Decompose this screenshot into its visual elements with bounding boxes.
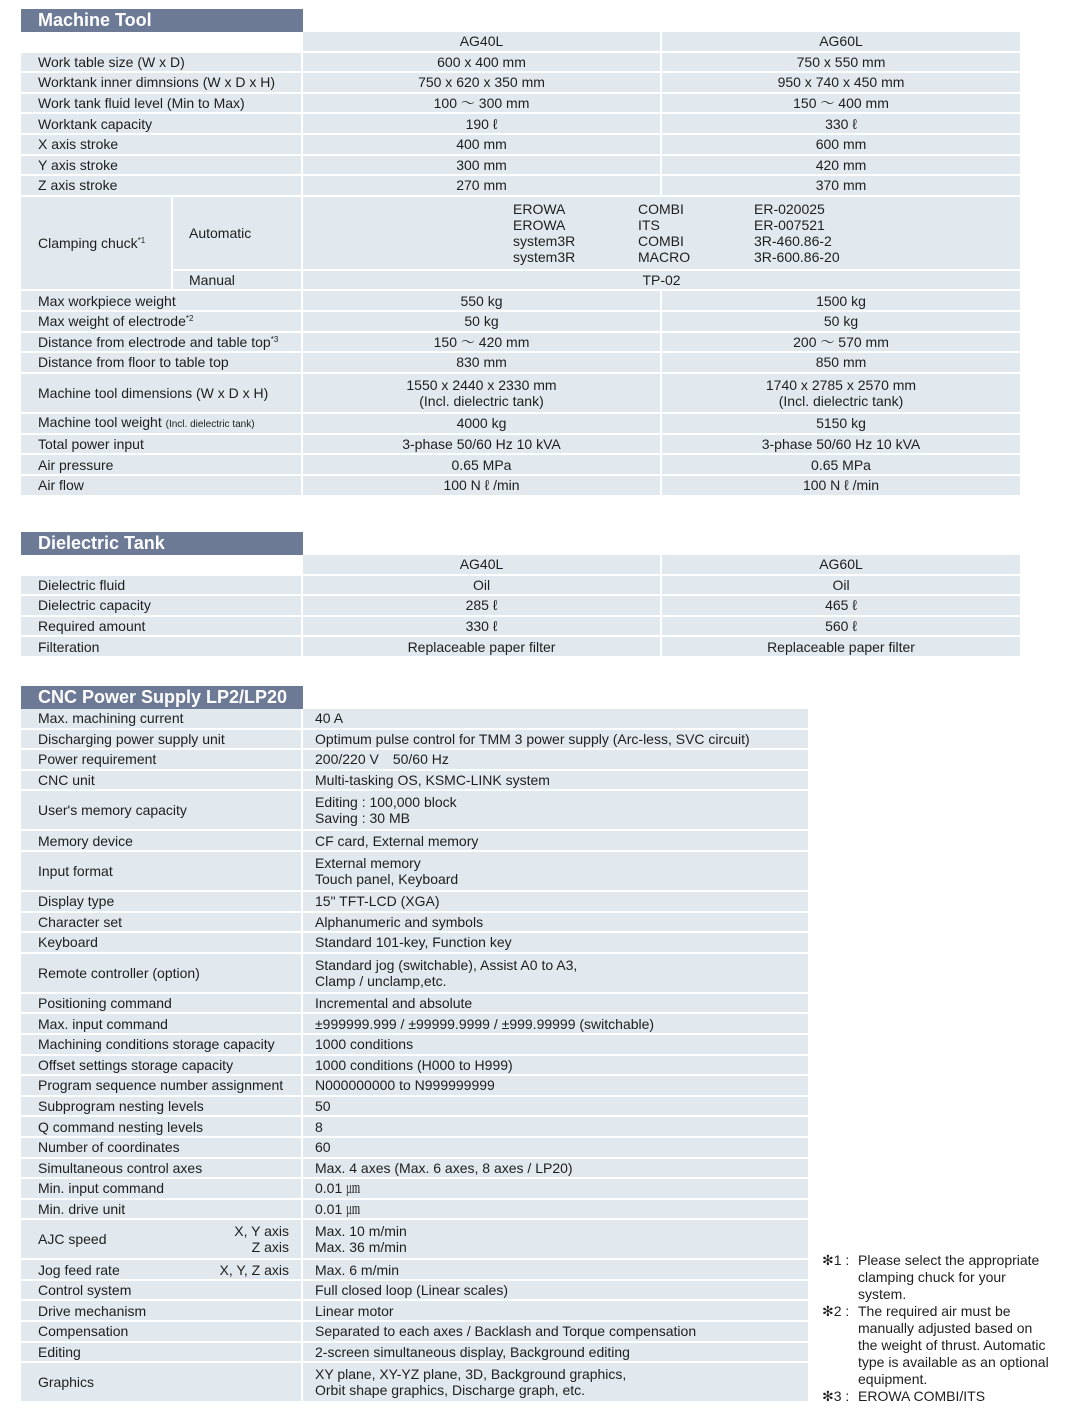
table-row — [21, 1343, 810, 1364]
note-text: EROWA COMBI/ITS — [858, 1388, 986, 1404]
value-cell: 0.01 ㎛ — [303, 1200, 810, 1221]
chuck-code: ER-020025 — [754, 200, 825, 217]
section-title: Machine Tool — [21, 9, 303, 32]
table-row — [21, 1159, 810, 1180]
value-cell: 4000 kg — [303, 414, 662, 435]
value-cell: 200/220 V 50/60 Hz — [303, 750, 810, 771]
row-label: Program sequence number assignment — [21, 1076, 303, 1097]
table-row — [21, 994, 810, 1015]
value-cell: 150 ～ 420 mm — [303, 333, 662, 354]
table-row — [21, 771, 810, 792]
footnote-mark: *3 — [270, 334, 279, 344]
note-line: clamping chuck for your — [858, 1269, 1006, 1285]
value-cell: CF card, External memory — [303, 831, 810, 852]
value-cell: 330 ℓ — [303, 617, 662, 638]
label-text: Max weight of electrode — [38, 313, 186, 330]
row-label: Control system — [21, 1281, 303, 1302]
chuck-code: ER-007521 — [754, 216, 825, 233]
row-label: Machining conditions storage capacity — [21, 1035, 303, 1056]
table-row — [21, 135, 1022, 156]
row-label: Max. machining current — [21, 709, 303, 730]
value-cell: 950 x 740 x 450 mm — [662, 73, 1022, 94]
row-label: Worktank inner dimnsions (W x D x H) — [21, 73, 303, 94]
chuck-brand: system3R — [513, 232, 576, 249]
value-line: Editing : 100,000 block — [315, 794, 457, 811]
value-cell: 850 mm — [662, 353, 1022, 374]
table-row — [21, 730, 810, 751]
table-row — [21, 1076, 810, 1097]
cnc-table — [21, 709, 810, 1403]
note-line: manually adjusted based on — [858, 1320, 1033, 1336]
value-line: (Incl. dielectric tank) — [778, 392, 904, 409]
value-cell: 750 x 550 mm — [662, 53, 1022, 74]
chuck-system: ITS — [638, 216, 660, 233]
value-cell: 50 kg — [303, 312, 662, 333]
value-line: 1740 x 2785 x 2570 mm — [765, 376, 917, 393]
row-label — [21, 197, 173, 292]
axis-list — [234, 1223, 289, 1255]
value-cell: ±999999.999 / ±99999.9999 / ±999.99999 (switchable) — [303, 1014, 810, 1035]
table-row — [21, 476, 1022, 497]
row-label: Offset settings storage capacity — [21, 1056, 303, 1077]
table-row — [21, 709, 810, 730]
table-row — [21, 114, 1022, 135]
row-label: Z axis stroke — [21, 176, 303, 197]
value-cell: 8 — [303, 1117, 810, 1138]
value-cell: 0.65 MPa — [303, 455, 662, 476]
table-row — [21, 576, 1022, 597]
table-row — [21, 197, 1022, 271]
manual-chuck-value: TP-02 — [303, 271, 1022, 292]
dielectric-tank-table — [21, 555, 1022, 658]
table-row — [21, 455, 1022, 476]
row-label: Simultaneous control axes — [21, 1159, 303, 1180]
row-label: Remote controller (option) — [21, 954, 303, 994]
model-header: AG40L — [303, 32, 662, 53]
value-cell: 750 x 620 x 350 mm — [303, 73, 662, 94]
value-cell: 560 ℓ — [662, 617, 1022, 638]
note-line: type is available as an optional — [858, 1354, 1049, 1370]
value-cell: 830 mm — [303, 353, 662, 374]
row-label: Discharging power supply unit — [21, 730, 303, 751]
row-label: Subprogram nesting levels — [21, 1097, 303, 1118]
row-label: Editing — [21, 1343, 303, 1364]
value-cell: 200 ～ 570 mm — [662, 333, 1022, 354]
value-cell: 150 ～ 400 mm — [662, 94, 1022, 115]
note-mark: ✻3 : — [822, 1388, 850, 1404]
value-line: Clamp / unclamp,etc. — [315, 972, 447, 989]
table-row — [21, 414, 1022, 435]
row-label: User's memory capacity — [21, 791, 303, 831]
row-label: Min. drive unit — [21, 1200, 303, 1221]
chuck-brand: EROWA — [513, 200, 566, 217]
value-line: XY plane, XY-YZ plane, 3D, Background graphics, — [315, 1366, 627, 1383]
value-cell: 50 — [303, 1097, 810, 1118]
value-line: 1550 x 2440 x 2330 mm — [406, 376, 557, 393]
row-label: Graphics — [21, 1363, 303, 1403]
value-cell: Alphanumeric and symbols — [303, 913, 810, 934]
footnotes — [822, 1252, 1067, 1405]
row-label: Y axis stroke — [21, 156, 303, 177]
header-blank — [21, 555, 303, 576]
table-row — [21, 1200, 810, 1221]
axis-text: Z axis — [251, 1239, 289, 1256]
value-cell: 1000 conditions (H000 to H999) — [303, 1056, 810, 1077]
chuck-code: 3R-460.86-2 — [754, 232, 832, 249]
row-label — [21, 312, 303, 333]
note-text: The required air must be — [858, 1303, 1011, 1319]
header-blank — [21, 32, 303, 53]
automatic-chuck-cell — [303, 197, 1022, 271]
value-cell: N000000000 to N999999999 — [303, 1076, 810, 1097]
value-cell: 40 A — [303, 709, 810, 730]
table-row — [21, 53, 1022, 74]
value-cell: 2-screen simultaneous display, Background editing — [303, 1343, 810, 1364]
value-cell: Incremental and absolute — [303, 994, 810, 1015]
row-label: Work tank fluid level (Min to Max) — [21, 94, 303, 115]
value-cell: 550 kg — [303, 291, 662, 312]
machine-tool-rows-bottom — [21, 435, 1022, 497]
label-text: Distance from electrode and table top — [38, 333, 271, 350]
row-label: Max. input command — [21, 1014, 303, 1035]
jog-label-wrap — [38, 1262, 301, 1278]
table-row — [21, 1179, 810, 1200]
value-cell: Replaceable paper filter — [662, 637, 1022, 658]
row-label: Memory device — [21, 831, 303, 852]
value-cell: Replaceable paper filter — [303, 637, 662, 658]
table-row — [21, 1014, 810, 1035]
row-label: Air flow — [21, 476, 303, 497]
model-header: AG60L — [662, 555, 1022, 576]
table-row — [21, 312, 1022, 333]
value-cell: 100 ～ 300 mm — [303, 94, 662, 115]
chuck-system: COMBI — [638, 200, 684, 217]
row-label — [21, 333, 303, 354]
chuck-brand: system3R — [513, 248, 576, 265]
row-label — [21, 1220, 303, 1260]
value-cell: 3-phase 50/60 Hz 10 kVA — [662, 435, 1022, 456]
value-cell: 50 kg — [662, 312, 1022, 333]
note-line: system. — [858, 1286, 907, 1302]
row-label: Total power input — [21, 435, 303, 456]
value-cell: Oil — [303, 576, 662, 597]
note-row — [822, 1252, 1067, 1269]
value-cell — [303, 374, 662, 414]
note-line: the weight of thrust. Automatic — [858, 1337, 1046, 1353]
row-label: Required amount — [21, 617, 303, 638]
row-label: Worktank capacity — [21, 114, 303, 135]
value-cell — [662, 374, 1022, 414]
row-label: Display type — [21, 892, 303, 913]
value-cell: 0.65 MPa — [662, 455, 1022, 476]
value-cell: 5150 kg — [662, 414, 1022, 435]
section-title: Dielectric Tank — [21, 532, 303, 555]
row-label: Keyboard — [21, 933, 303, 954]
table-row — [21, 1281, 810, 1302]
table-row — [21, 291, 1022, 312]
value-cell: Standard 101-key, Function key — [303, 933, 810, 954]
table-row — [21, 954, 810, 994]
row-label: Dielectric fluid — [21, 576, 303, 597]
value-cell: Optimum pulse control for TMM 3 power supply (Arc-less, SVC circuit) — [303, 730, 810, 751]
value-cell: 270 mm — [303, 176, 662, 197]
value-cell: 100 N ℓ /min — [303, 476, 662, 497]
row-label: CNC unit — [21, 771, 303, 792]
value-cell — [303, 1363, 810, 1403]
table-row — [21, 1363, 810, 1403]
value-cell: 100 N ℓ /min — [662, 476, 1022, 497]
table-row — [21, 852, 810, 892]
row-label: Compensation — [21, 1322, 303, 1343]
cnc-section — [21, 686, 810, 1403]
value-cell: 3-phase 50/60 Hz 10 kVA — [303, 435, 662, 456]
footnote-mark: *1 — [137, 236, 146, 246]
value-cell: 465 ℓ — [662, 596, 1022, 617]
label-text: AJC speed — [38, 1231, 107, 1248]
section-title: CNC Power Supply LP2/LP20 — [21, 686, 303, 709]
sub-label: Automatic — [173, 197, 303, 271]
machine-tool-rows-top — [21, 53, 1022, 197]
chuck-code: 3R-600.86-20 — [754, 248, 840, 265]
row-label — [21, 1260, 303, 1281]
value-cell: 370 mm — [662, 176, 1022, 197]
row-label: Number of coordinates — [21, 1138, 303, 1159]
value-cell: 420 mm — [662, 156, 1022, 177]
note-line: equipment. — [858, 1371, 928, 1387]
ajc-label-wrap — [38, 1223, 301, 1255]
value-cell — [303, 954, 810, 994]
row-label: Distance from floor to table top — [21, 353, 303, 374]
row-label: Input format — [21, 852, 303, 892]
table-row — [21, 94, 1022, 115]
table-row — [21, 831, 810, 852]
value-cell: 600 mm — [662, 135, 1022, 156]
table-row — [21, 353, 1022, 374]
table-row — [21, 750, 810, 771]
value-line: External memory — [315, 854, 421, 871]
note-mark: ✻1 : — [822, 1252, 850, 1268]
value-cell — [303, 791, 810, 831]
row-label: Max workpiece weight — [21, 291, 303, 312]
value-cell — [303, 1220, 810, 1260]
table-row — [21, 374, 1022, 414]
row-label: Drive mechanism — [21, 1301, 303, 1322]
row-label: Min. input command — [21, 1179, 303, 1200]
value-cell: Max. 6 m/min — [303, 1260, 810, 1281]
value-cell: Oil — [662, 576, 1022, 597]
value-cell: Full closed loop (Linear scales) — [303, 1281, 810, 1302]
value-cell: Separated to each axes / Backlash and Torque compensation — [303, 1322, 810, 1343]
row-label: Q command nesting levels — [21, 1117, 303, 1138]
value-cell: Linear motor — [303, 1301, 810, 1322]
cnc-rows — [21, 709, 810, 791]
value-line: Max. 10 m/min — [315, 1223, 407, 1240]
cnc-rows — [21, 892, 810, 954]
row-label: Machine tool dimensions (W x D x H) — [21, 374, 303, 414]
row-label: Work table size (W x D) — [21, 53, 303, 74]
label-small-text: (Incl. dielectric tank) — [165, 418, 255, 430]
dielectric-rows — [21, 576, 1022, 658]
value-cell: 0.01 ㎛ — [303, 1179, 810, 1200]
table-row — [21, 933, 810, 954]
footnote-mark: *2 — [185, 314, 194, 324]
table-row — [21, 1220, 810, 1260]
chuck-grid — [513, 201, 1020, 265]
row-label: Power requirement — [21, 750, 303, 771]
axis-text: X, Y axis — [234, 1223, 289, 1240]
value-cell: 600 x 400 mm — [303, 53, 662, 74]
table-row — [21, 1260, 810, 1281]
dielectric-tank-section — [21, 532, 1022, 658]
value-line: Max. 36 m/min — [315, 1239, 407, 1256]
value-cell: 15" TFT-LCD (XGA) — [303, 892, 810, 913]
table-row — [21, 435, 1022, 456]
table-row — [21, 791, 810, 831]
header-row — [21, 32, 1022, 53]
chuck-system: COMBI — [638, 232, 684, 249]
chuck-brand: EROWA — [513, 216, 566, 233]
table-row — [21, 1301, 810, 1322]
table-row — [21, 1117, 810, 1138]
axis-text: X, Y, Z axis — [219, 1261, 289, 1278]
table-row — [21, 892, 810, 913]
table-row — [21, 617, 1022, 638]
note-row — [822, 1388, 1067, 1405]
table-row — [21, 1138, 810, 1159]
value-line: Standard jog (switchable), Assist A0 to A3, — [315, 956, 578, 973]
value-cell: 285 ℓ — [303, 596, 662, 617]
chuck-system: MACRO — [638, 248, 691, 265]
value-line: (Incl. dielectric tank) — [419, 392, 544, 409]
value-cell: 1500 kg — [662, 291, 1022, 312]
table-row — [21, 913, 810, 934]
row-label: Positioning command — [21, 994, 303, 1015]
cnc-rows — [21, 1281, 810, 1363]
table-row — [21, 1035, 810, 1056]
note-mark: ✻2 : — [822, 1303, 850, 1319]
table-row — [21, 156, 1022, 177]
model-header: AG40L — [303, 555, 662, 576]
label-text: Machine tool weight — [38, 413, 162, 430]
value-cell: 400 mm — [303, 135, 662, 156]
row-label: Air pressure — [21, 455, 303, 476]
value-line: Touch panel, Keyboard — [315, 870, 459, 887]
value-cell: 190 ℓ — [303, 114, 662, 135]
value-cell: Max. 4 axes (Max. 6 axes, 8 axes / LP20) — [303, 1159, 810, 1180]
table-row — [21, 637, 1022, 658]
table-row — [21, 596, 1022, 617]
note-text: Please select the appropriate — [858, 1252, 1040, 1268]
sub-label: Manual — [173, 271, 303, 292]
row-label: Character set — [21, 913, 303, 934]
table-row — [21, 333, 1022, 354]
table-row — [21, 176, 1022, 197]
value-cell: 60 — [303, 1138, 810, 1159]
clamping-label: Clamping chuck — [38, 235, 138, 252]
table-row — [21, 1056, 810, 1077]
row-label — [21, 414, 303, 435]
value-cell: 1000 conditions — [303, 1035, 810, 1056]
machine-tool-section — [21, 9, 1022, 497]
row-label: Filteration — [21, 637, 303, 658]
row-label: X axis stroke — [21, 135, 303, 156]
value-cell: 330 ℓ — [662, 114, 1022, 135]
cnc-rows — [21, 994, 810, 1221]
value-cell: 300 mm — [303, 156, 662, 177]
value-line: Orbit shape graphics, Discharge graph, etc. — [315, 1382, 586, 1399]
table-row — [21, 1322, 810, 1343]
value-line: Saving : 30 MB — [315, 810, 410, 827]
machine-tool-table — [21, 32, 1022, 497]
table-row — [21, 73, 1022, 94]
label-text: Jog feed rate — [38, 1261, 120, 1278]
model-header: AG60L — [662, 32, 1022, 53]
header-row — [21, 555, 1022, 576]
table-row — [21, 1097, 810, 1118]
value-cell — [303, 852, 810, 892]
row-label: Dielectric capacity — [21, 596, 303, 617]
value-cell: Multi-tasking OS, KSMC-LINK system — [303, 771, 810, 792]
note-row — [822, 1303, 1067, 1320]
